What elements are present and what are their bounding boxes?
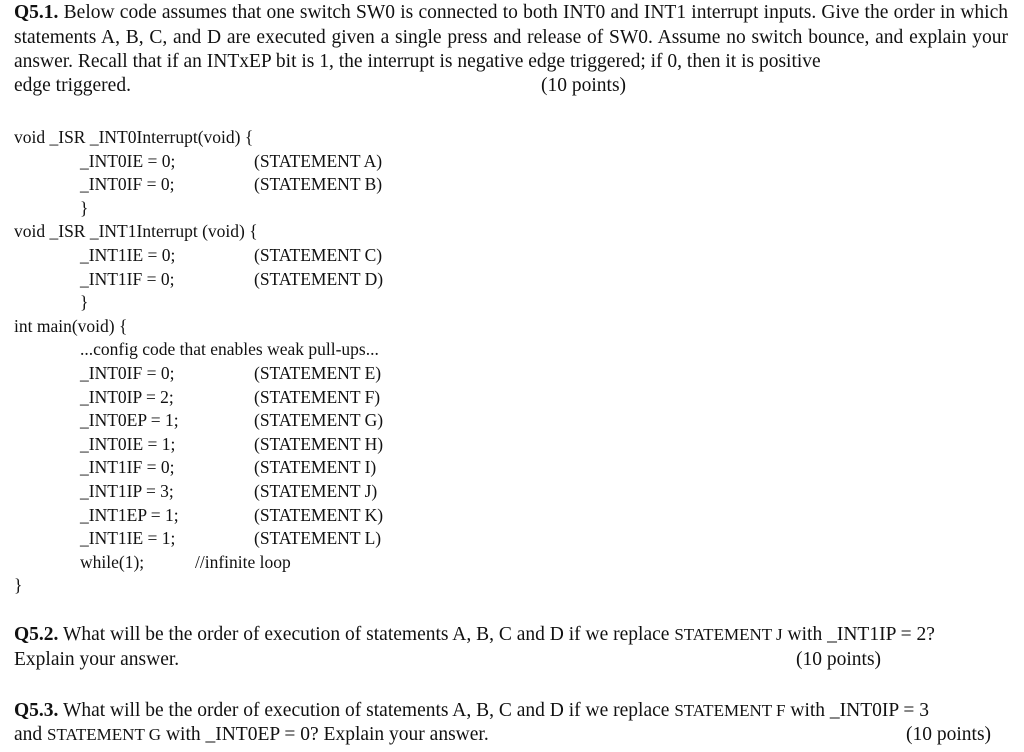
statement-label: (STATEMENT H) <box>254 433 384 454</box>
code-line: _INT1IF = 0; <box>80 268 175 289</box>
code-line: _INT1IP = 3; <box>80 481 174 501</box>
statement-label: (STATEMENT G) <box>254 410 384 431</box>
while-loop: while(1); <box>80 551 145 572</box>
isr1-signature: void _ISR _INT1Interrupt (void) { <box>14 221 258 242</box>
question-label: Q5.2. <box>14 624 59 645</box>
code-line: _INT1IF = 0; <box>80 457 175 478</box>
closing-brace: } <box>14 575 23 596</box>
question-text: Explain your answer. <box>14 649 180 670</box>
question-label: Q5.1. <box>14 2 59 23</box>
question-label: Q5.3. <box>14 700 59 721</box>
question-text: with _INT1IP = 2? <box>787 624 935 645</box>
statement-reference: STATEMENT J <box>674 625 783 644</box>
question-text: with _INT0EP = 0? Explain your answer. <box>165 724 489 745</box>
statement-label: (STATEMENT L) <box>254 528 382 549</box>
statement-label: (STATEMENT J) <box>254 481 378 501</box>
config-comment: ...config code that enables weak pull-ups... <box>80 339 379 360</box>
question-text: What will be the order of execution of statements A, B, C and D if we replace <box>62 700 670 721</box>
code-line: _INT0IE = 1; <box>80 433 176 454</box>
statement-label: (STATEMENT E) <box>254 363 382 383</box>
question-text: with _INT0IP = 3 <box>790 700 930 721</box>
code-line: _INT0IP = 2; <box>80 386 174 407</box>
question-q5-3-line2 <box>14 723 1008 748</box>
statement-label: (STATEMENT K) <box>254 504 384 525</box>
statement-reference: STATEMENT F <box>674 701 786 720</box>
question-text: and <box>14 724 43 745</box>
isr0-signature: void _ISR _INT0Interrupt(void) { <box>14 127 254 147</box>
question-q5-1 <box>14 1 1008 75</box>
statement-reference: STATEMENT G <box>47 725 162 744</box>
statement-label: (STATEMENT A) <box>254 150 383 171</box>
code-block <box>14 126 614 596</box>
statement-label: (STATEMENT C) <box>254 245 383 265</box>
question-text: Below code assumes that one switch SW0 is connected to both INT0 and INT1 interrupt inputs. Give the order in which statements A, B, C, and D are executed given a single press and release of SW0. Assume no switch bounce, and explain your answer. Recall that if an INTxEP bit is 1, the interrupt is negative edge triggered; if 0, then it is positive <box>14 2 1009 72</box>
code-line: _INT0EP = 1; <box>80 410 179 431</box>
closing-brace: } <box>80 197 89 218</box>
code-line: _INT1IE = 0; <box>80 245 176 265</box>
question-q5-3 <box>14 699 1008 724</box>
code-line: _INT0IF = 0; <box>80 363 175 383</box>
points-q5-1: (10 points) <box>541 75 627 96</box>
question-text-end: edge triggered. <box>14 75 131 96</box>
code-line: _INT1IE = 1; <box>80 528 176 549</box>
question-q5-1-end <box>14 74 1008 99</box>
points-q5-2: (10 points) <box>796 649 882 670</box>
closing-brace: } <box>80 292 89 313</box>
question-text: What will be the order of execution of statements A, B, C and D if we replace <box>62 624 670 645</box>
statement-label: (STATEMENT I) <box>254 457 377 478</box>
while-comment: //infinite loop <box>195 551 291 572</box>
code-line: _INT1EP = 1; <box>80 504 179 525</box>
code-line: _INT0IE = 0; <box>80 150 176 171</box>
statement-label: (STATEMENT D) <box>254 268 384 289</box>
code-line: _INT0IF = 0; <box>80 174 175 195</box>
statement-label: (STATEMENT B) <box>254 174 383 195</box>
main-signature: int main(void) { <box>14 315 128 336</box>
question-q5-2 <box>14 623 1008 648</box>
statement-label: (STATEMENT F) <box>254 386 381 407</box>
points-q5-3: (10 points) <box>906 724 992 745</box>
